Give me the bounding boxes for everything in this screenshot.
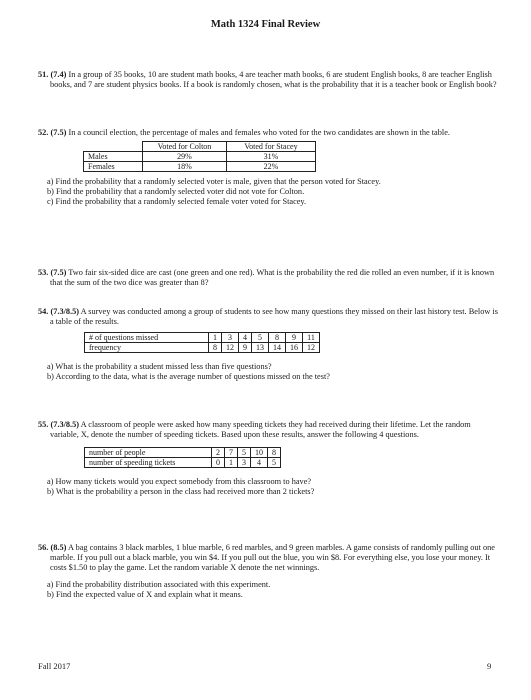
problem-section: (8.5)	[50, 543, 67, 552]
part-item: a) How many tickets would you expect somebody from this classroom to have?	[47, 477, 312, 487]
problem-section: (7.5)	[50, 268, 67, 277]
table-row-label: number of people	[85, 448, 212, 458]
table-row	[85, 343, 320, 353]
table-cell: 8	[269, 333, 286, 343]
table-cell: 9	[239, 343, 252, 353]
part-item: b) Find the expected value of X and explain what it means.	[47, 590, 243, 600]
table-cell: 3	[238, 458, 251, 468]
table-row-label: frequency	[85, 343, 209, 353]
problem-number: 55.	[38, 420, 49, 429]
problem-parts	[47, 362, 498, 382]
table-cell: 16	[286, 343, 303, 353]
problem-section: (7.5)	[50, 128, 67, 137]
table-row	[85, 333, 320, 343]
problem-parts	[47, 177, 498, 207]
part-item: c) Find the probability that a randomly selected female voter voted for Stacey.	[47, 197, 307, 207]
problem-text: Two fair six-sided dice are cast (one green and one red). What is the probability the red die rolled an even number, if it is known that the sum of the two dice was greater than 8?	[50, 268, 495, 288]
part-item: b) Find the probability that a randomly selected voter did not vote for Colton.	[47, 187, 305, 197]
table-row	[84, 162, 316, 172]
problem-text: In a council election, the percentage of males and females who voted for the two candidates are shown in the table.	[68, 128, 450, 137]
table-cell: 8	[268, 448, 281, 458]
speeding-tickets-table	[84, 447, 281, 468]
table-cell: 1	[209, 333, 222, 343]
problem-number: 52.	[38, 128, 49, 137]
table-cell: 29%	[143, 152, 227, 162]
problem-56	[38, 543, 498, 601]
table-cell: 31%	[227, 152, 316, 162]
table-header-row	[84, 142, 316, 152]
table-row	[84, 152, 316, 162]
part-item: a) What is the probability a student missed less than five questions?	[47, 362, 272, 372]
problem-section: (7.3/8.5)	[50, 420, 80, 429]
problem-53	[38, 268, 498, 288]
table-cell: 5	[238, 448, 251, 458]
table-cell: 7	[225, 448, 238, 458]
problem-section: (7.3/8.5)	[50, 307, 80, 316]
problem-parts	[47, 580, 498, 600]
problem-text: In a group of 35 books, 10 are student math books, 4 are teacher math books, 6 are student English books, 8 are teacher English books, and 7 are student physics books. If a book is randomly chosen, what is the probability that it is a teacher book or English book?	[50, 70, 497, 90]
table-row-label: Females	[84, 162, 143, 172]
problem-text: A bag contains 3 black marbles, 1 blue marble, 6 red marbles, and 9 green marbles. A game consists of randomly pulling out one marble. If you pull out a black marble, you win $4. If you pull out the blue, you win $8. For everything else, you lose your money. It costs $1.50 to play the game. Let the random variable X denote the net winnings.	[50, 543, 495, 573]
part-item: a) Find the probability that a randomly selected voter is male, given that the person voted for Stacey.	[47, 177, 381, 187]
table-row-label: number of speeding tickets	[85, 458, 212, 468]
table-cell: 2	[212, 448, 225, 458]
footer-term: Fall 2017	[38, 661, 71, 671]
part-item: b) What is the probability a person in the class had received more than 2 tickets?	[47, 487, 315, 497]
table-cell: 10	[251, 448, 268, 458]
table-cell: 5	[252, 333, 269, 343]
vote-table	[83, 141, 316, 172]
problem-number: 56.	[38, 543, 49, 552]
part-item: a) Find the probability distribution associated with this experiment.	[47, 580, 271, 590]
table-cell: 1	[225, 458, 238, 468]
table-cell: 3	[222, 333, 239, 343]
problem-text: A survey was conducted among a group of students to see how many questions they missed on their last history test. Below is a table of the results.	[50, 307, 498, 327]
table-header: Voted for Colton	[143, 142, 227, 152]
problem-number: 54.	[38, 307, 49, 316]
table-cell: 13	[252, 343, 269, 353]
table-cell: 4	[251, 458, 268, 468]
table-cell: 4	[239, 333, 252, 343]
table-cell	[84, 142, 143, 152]
problem-number: 51.	[38, 70, 49, 79]
problem-52	[38, 128, 498, 207]
table-cell: 22%	[227, 162, 316, 172]
table-cell: 12	[303, 343, 320, 353]
problem-number: 53.	[38, 268, 49, 277]
table-cell: 14	[269, 343, 286, 353]
problem-parts	[47, 477, 498, 497]
table-row	[85, 458, 281, 468]
page-title: Math 1324 Final Review	[210, 19, 321, 30]
table-cell: 9	[286, 333, 303, 343]
table-cell: 11	[303, 333, 320, 343]
table-row-label: Males	[84, 152, 143, 162]
table-cell: 0	[212, 458, 225, 468]
page-number: 9	[487, 661, 492, 671]
table-cell: 18%	[143, 162, 227, 172]
table-row-label: # of questions missed	[85, 333, 209, 343]
problem-text: A classroom of people were asked how many speeding tickets they had received during their lifetime. Let the random variable, X, denote the number of speeding tickets. Based upon these results, answer the following 4 questions.	[50, 420, 471, 440]
problem-51	[38, 70, 498, 90]
part-item: b) According to the data, what is the average number of questions missed on the test?	[47, 372, 330, 382]
table-cell: 8	[209, 343, 222, 353]
problem-55	[38, 420, 498, 497]
table-row	[85, 448, 281, 458]
table-header: Voted for Stacey	[227, 142, 316, 152]
problem-54	[38, 307, 498, 382]
missed-questions-table	[84, 332, 320, 353]
problem-section: (7.4)	[50, 70, 67, 79]
table-cell: 5	[268, 458, 281, 468]
table-cell: 12	[222, 343, 239, 353]
